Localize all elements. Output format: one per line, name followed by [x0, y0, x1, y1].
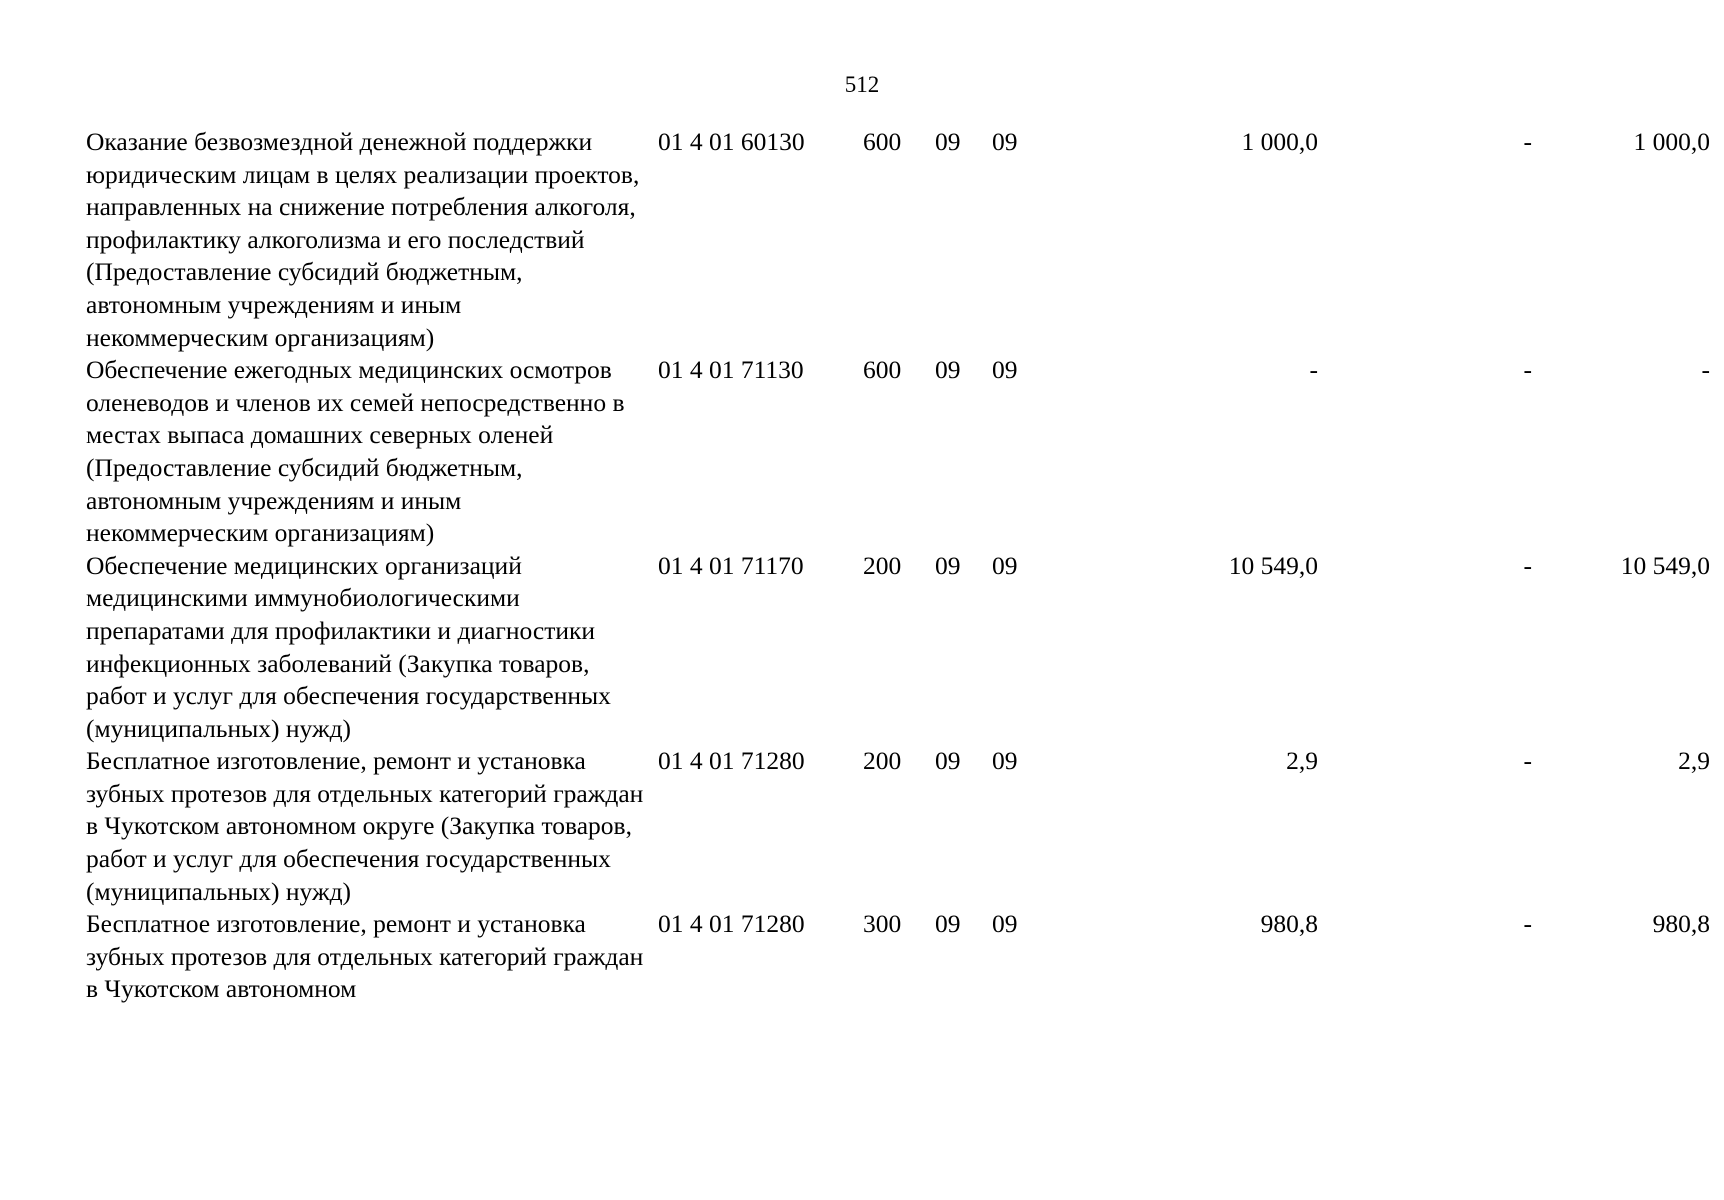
row-value-2: - [1523, 746, 1532, 776]
row-expense-type: 600 [863, 127, 902, 156]
row-section: 09 [935, 746, 961, 776]
table-row [86, 550, 1710, 746]
row-target-code: 01 4 01 60130 [658, 127, 805, 156]
row-value-2: - [1523, 909, 1532, 939]
row-subsection: 09 [992, 127, 1018, 156]
row-value-3: 1 000,0 [1633, 127, 1710, 156]
table-row [86, 126, 1710, 354]
row-value-1: - [1309, 355, 1318, 385]
row-description: Бесплатное изготовление, ремонт и установка зубных протезов для отдельных категорий граждан в Чукотском автономном [86, 909, 644, 1004]
row-target-code: 01 4 01 71170 [658, 550, 804, 580]
row-subsection: 09 [992, 550, 1018, 580]
row-target-code: 01 4 01 71130 [658, 355, 804, 385]
row-subsection: 09 [992, 746, 1018, 776]
row-subsection: 09 [992, 355, 1018, 385]
row-subsection: 09 [992, 909, 1018, 939]
row-description: Оказание безвозмездной денежной поддержки юридическим лицам в целях реализации проектов, направленных на снижение потребления алкоголя, профилактику алкоголизма и его последствий (Предоставление субсидий бюджетным, автономным учреждениям и иным некоммерческим организациям) [86, 127, 640, 352]
row-value-3: - [1701, 355, 1710, 385]
row-value-3: 10 549,0 [1620, 550, 1710, 580]
row-expense-type: 600 [863, 355, 902, 385]
page-number: 512 [844, 72, 880, 97]
row-target-code: 01 4 01 71280 [658, 746, 805, 776]
row-value-2: - [1523, 355, 1532, 385]
row-target-code: 01 4 01 71280 [658, 909, 805, 939]
row-value-3: 980,8 [1652, 909, 1710, 939]
row-expense-type: 200 [863, 550, 902, 580]
row-value-1: 2,9 [1286, 746, 1318, 776]
table-row [86, 908, 1710, 1006]
row-value-2: - [1523, 127, 1532, 156]
row-expense-type: 300 [863, 909, 902, 939]
table-row [86, 354, 1710, 550]
row-section: 09 [935, 909, 961, 939]
row-value-1: 1 000,0 [1241, 127, 1318, 156]
row-value-1: 10 549,0 [1228, 550, 1318, 580]
row-description: Обеспечение медицинских организаций медицинскими иммунобиологическими препаратами для профилактики и диагностики инфекционных заболеваний (Закупка товаров, работ и услуг для обеспечения государственных (муниципальных) нужд) [86, 550, 611, 743]
row-section: 09 [935, 127, 961, 156]
row-description: Обеспечение ежегодных медицинских осмотров оленеводов и членов их семей непосредственно в местах выпаса домашних северных оленей (Предоставление субсидий бюджетным, автономным учреждениям и иным некоммерческим организациям) [86, 355, 625, 548]
row-section: 09 [935, 550, 961, 580]
row-section: 09 [935, 355, 961, 385]
row-description: Бесплатное изготовление, ремонт и установка зубных протезов для отдельных категорий граждан в Чукотском автономном округе (Закупка товаров, работ и услуг для обеспечения государственных (муниципальных) нужд) [86, 746, 644, 906]
row-expense-type: 200 [863, 746, 902, 776]
row-value-3: 2,9 [1678, 746, 1710, 776]
row-value-1: 980,8 [1260, 909, 1318, 939]
row-value-2: - [1523, 550, 1532, 580]
budget-table [86, 126, 1710, 1006]
table-row [86, 745, 1710, 908]
